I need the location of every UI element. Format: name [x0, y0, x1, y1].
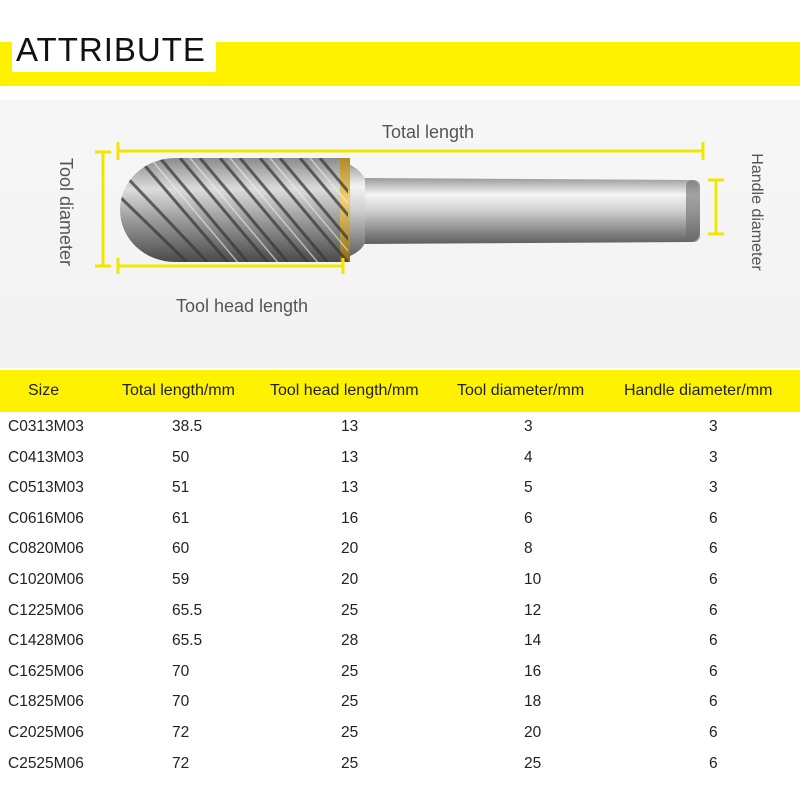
cell-tool-head-length: 25 — [341, 723, 359, 741]
table-row — [0, 687, 800, 718]
cell-tool-diameter: 4 — [524, 448, 533, 466]
table-row — [0, 473, 800, 504]
cell-tool-diameter: 14 — [524, 632, 542, 650]
handle-diameter-label: Handle diameter — [748, 153, 765, 271]
handle-diameter-dimension — [708, 180, 724, 234]
cell-total-length: 65.5 — [172, 601, 203, 619]
cell-size: C0616M06 — [8, 509, 84, 527]
cell-total-length: 60 — [172, 540, 190, 558]
column-header-tool-head-length: Tool head length/mm — [270, 382, 419, 399]
cell-handle-diameter: 3 — [709, 479, 718, 497]
cell-handle-diameter: 6 — [709, 662, 718, 680]
cell-tool-diameter: 20 — [524, 723, 542, 741]
cell-tool-head-length: 28 — [341, 632, 359, 650]
cell-tool-diameter: 3 — [524, 418, 533, 435]
cell-total-length: 65.5 — [172, 632, 203, 650]
table-row — [0, 412, 800, 443]
cell-tool-head-length: 25 — [341, 601, 359, 619]
cell-total-length: 61 — [172, 509, 190, 527]
cell-total-length: 59 — [172, 570, 190, 588]
cell-total-length: 72 — [172, 754, 190, 772]
cell-size: C2025M06 — [8, 723, 84, 741]
cell-tool-diameter: 8 — [524, 540, 533, 558]
column-header-total-length: Total length/mm — [122, 382, 235, 399]
cell-size: C1428M06 — [8, 632, 84, 650]
cell-tool-head-length: 25 — [341, 693, 359, 711]
cell-tool-head-length: 20 — [341, 540, 359, 558]
cell-tool-diameter: 12 — [524, 601, 542, 619]
cell-handle-diameter: 6 — [709, 754, 718, 772]
cell-handle-diameter: 6 — [709, 723, 718, 741]
table-row — [0, 565, 800, 596]
tool-diameter-label: Tool diameter — [56, 157, 76, 267]
table-row — [0, 504, 800, 535]
cell-tool-diameter: 25 — [524, 754, 542, 772]
cell-handle-diameter: 6 — [709, 570, 718, 588]
cell-tool-head-length: 13 — [341, 418, 359, 435]
burr-illustration — [0, 100, 800, 368]
table-row — [0, 657, 800, 688]
shank — [360, 178, 700, 244]
total-length-dimension — [118, 142, 703, 160]
tool-head-length-label: Tool head length — [175, 296, 309, 316]
table-row — [0, 534, 800, 565]
table-row — [0, 749, 800, 780]
table-body — [0, 412, 800, 779]
cell-total-length: 50 — [172, 448, 190, 466]
tool-diameter-dimension — [95, 152, 111, 266]
table-row — [0, 718, 800, 749]
cell-handle-diameter: 6 — [709, 601, 718, 619]
tool-diagram — [0, 100, 800, 368]
column-header-size: Size — [28, 382, 60, 399]
cell-size: C1625M06 — [8, 662, 84, 680]
cell-size: C0820M06 — [8, 540, 84, 558]
cell-size: C1020M06 — [8, 570, 84, 588]
column-header-tool-diameter: Tool diameter/mm — [457, 382, 585, 399]
cell-tool-head-length: 13 — [341, 448, 359, 466]
cell-handle-diameter: 6 — [709, 509, 718, 527]
cell-size: C2525M06 — [8, 754, 84, 772]
cell-handle-diameter: 6 — [709, 632, 718, 650]
table-row — [0, 443, 800, 474]
page-title: ATTRIBUTE — [12, 28, 216, 72]
cell-handle-diameter: 6 — [709, 693, 718, 711]
table-row — [0, 596, 800, 627]
cell-handle-diameter: 6 — [709, 540, 718, 558]
cell-tool-diameter: 5 — [524, 479, 533, 497]
table-header — [0, 370, 800, 412]
cell-total-length: 72 — [172, 723, 190, 741]
cell-size: C1225M06 — [8, 601, 84, 619]
cell-total-length: 38.5 — [172, 418, 203, 435]
cell-tool-diameter: 6 — [524, 509, 533, 527]
total-length-label: Total length — [381, 122, 475, 142]
cell-tool-diameter: 16 — [524, 662, 542, 680]
cell-total-length: 70 — [172, 662, 190, 680]
cell-size: C1825M06 — [8, 693, 84, 711]
cell-handle-diameter: 3 — [709, 418, 718, 435]
cell-size: C0413M03 — [8, 448, 84, 466]
cell-handle-diameter: 3 — [709, 448, 718, 466]
cell-tool-diameter: 10 — [524, 570, 542, 588]
cell-total-length: 70 — [172, 693, 190, 711]
cell-tool-head-length: 13 — [341, 479, 359, 497]
cell-size: C0513M03 — [8, 479, 84, 497]
cell-size: C0313M03 — [8, 418, 84, 435]
cell-total-length: 51 — [172, 479, 190, 497]
cell-tool-head-length: 25 — [341, 662, 359, 680]
cell-tool-head-length: 16 — [341, 509, 359, 527]
cell-tool-diameter: 18 — [524, 693, 542, 711]
column-header-handle-diameter: Handle diameter/mm — [624, 382, 773, 399]
table-row — [0, 626, 800, 657]
cell-tool-head-length: 20 — [341, 570, 359, 588]
cell-tool-head-length: 25 — [341, 754, 359, 772]
